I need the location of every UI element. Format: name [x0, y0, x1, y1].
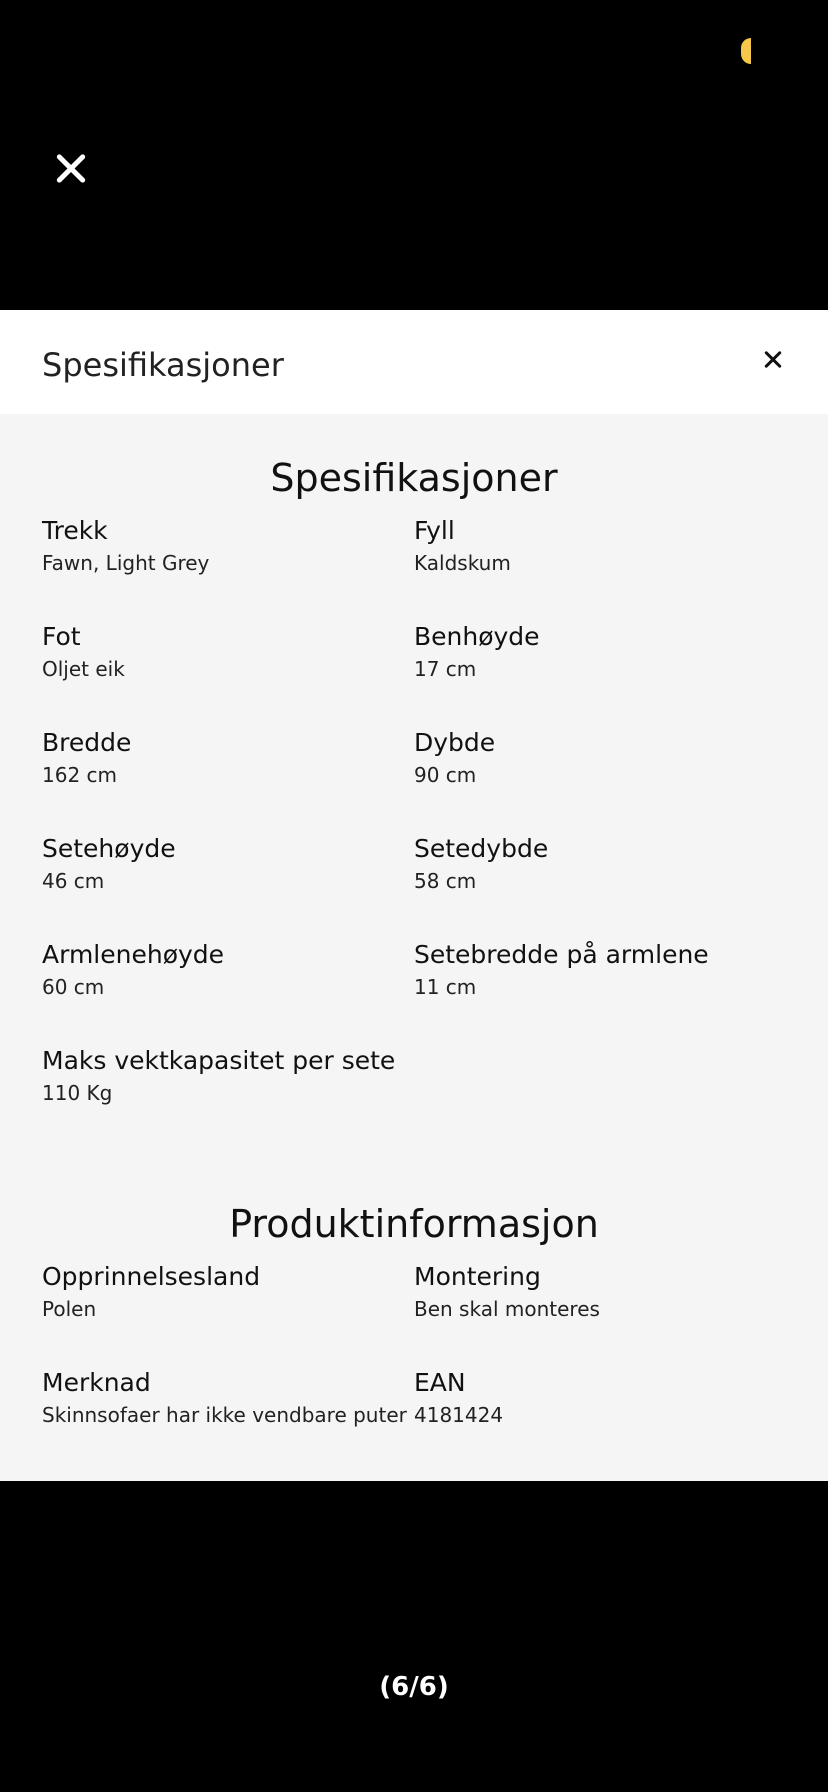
- spec-label: Setedybde: [414, 834, 549, 863]
- spec-label: Setehøyde: [42, 834, 176, 863]
- spec-item: [414, 622, 786, 728]
- specifications-heading: Spesifikasjoner: [270, 456, 558, 500]
- info-value: Skinnsofaer har ikke vendbare puter: [42, 1403, 407, 1427]
- sheet-title: Spesifikasjoner: [42, 346, 284, 384]
- sheet-header: [0, 310, 828, 414]
- spec-value: 162 cm: [42, 763, 118, 787]
- spec-value: 110 Kg: [42, 1081, 113, 1105]
- image-counter: (6/6): [379, 1672, 449, 1702]
- spec-label: Dybde: [414, 728, 496, 757]
- spec-value: 17 cm: [414, 657, 477, 681]
- spec-label: Fyll: [414, 516, 455, 545]
- spec-label: Maks vektkapasitet per sete: [42, 1046, 396, 1075]
- spec-item: [42, 834, 414, 940]
- spec-item: [42, 516, 414, 622]
- info-item: [414, 1368, 786, 1474]
- info-value: 4181424: [414, 1403, 504, 1427]
- info-label: Opprinnelsesland: [42, 1262, 261, 1291]
- info-item: [42, 1368, 414, 1474]
- spec-value: 60 cm: [42, 975, 105, 999]
- info-label: Merknad: [42, 1368, 151, 1397]
- status-indicator: [741, 38, 751, 64]
- spec-item: [414, 834, 786, 940]
- spec-value: 90 cm: [414, 763, 477, 787]
- info-item: [42, 1262, 414, 1368]
- spec-item: [42, 940, 414, 1046]
- info-item: [414, 1262, 786, 1368]
- spec-item: [414, 728, 786, 834]
- spec-value: Oljet eik: [42, 657, 125, 681]
- spec-item: [42, 1046, 786, 1152]
- specifications-sheet: [0, 310, 828, 1481]
- info-value: Polen: [42, 1297, 97, 1321]
- specifications-grid: [0, 516, 828, 1152]
- spec-item: [42, 622, 414, 728]
- spec-label: Benhøyde: [414, 622, 540, 651]
- spec-item: [414, 940, 786, 1046]
- spec-value: Kaldskum: [414, 551, 511, 575]
- spec-value: Fawn, Light Grey: [42, 551, 210, 575]
- spec-item: [414, 516, 786, 622]
- spec-label: Trekk: [42, 516, 108, 545]
- spec-item: [42, 728, 414, 834]
- sheet-close-icon[interactable]: [760, 346, 788, 374]
- product-info-grid: [0, 1262, 828, 1474]
- info-label: EAN: [414, 1368, 466, 1397]
- spec-value: 58 cm: [414, 869, 477, 893]
- spec-label: Setebredde på armlene: [414, 940, 709, 969]
- spec-label: Fot: [42, 622, 81, 651]
- spec-value: 11 cm: [414, 975, 477, 999]
- spec-label: Bredde: [42, 728, 132, 757]
- info-label: Montering: [414, 1262, 541, 1291]
- product-info-heading: Produktinformasjon: [229, 1202, 599, 1246]
- spec-value: 46 cm: [42, 869, 105, 893]
- info-value: Ben skal monteres: [414, 1297, 600, 1321]
- viewer-close-icon[interactable]: [50, 148, 92, 190]
- spec-label: Armlenehøyde: [42, 940, 225, 969]
